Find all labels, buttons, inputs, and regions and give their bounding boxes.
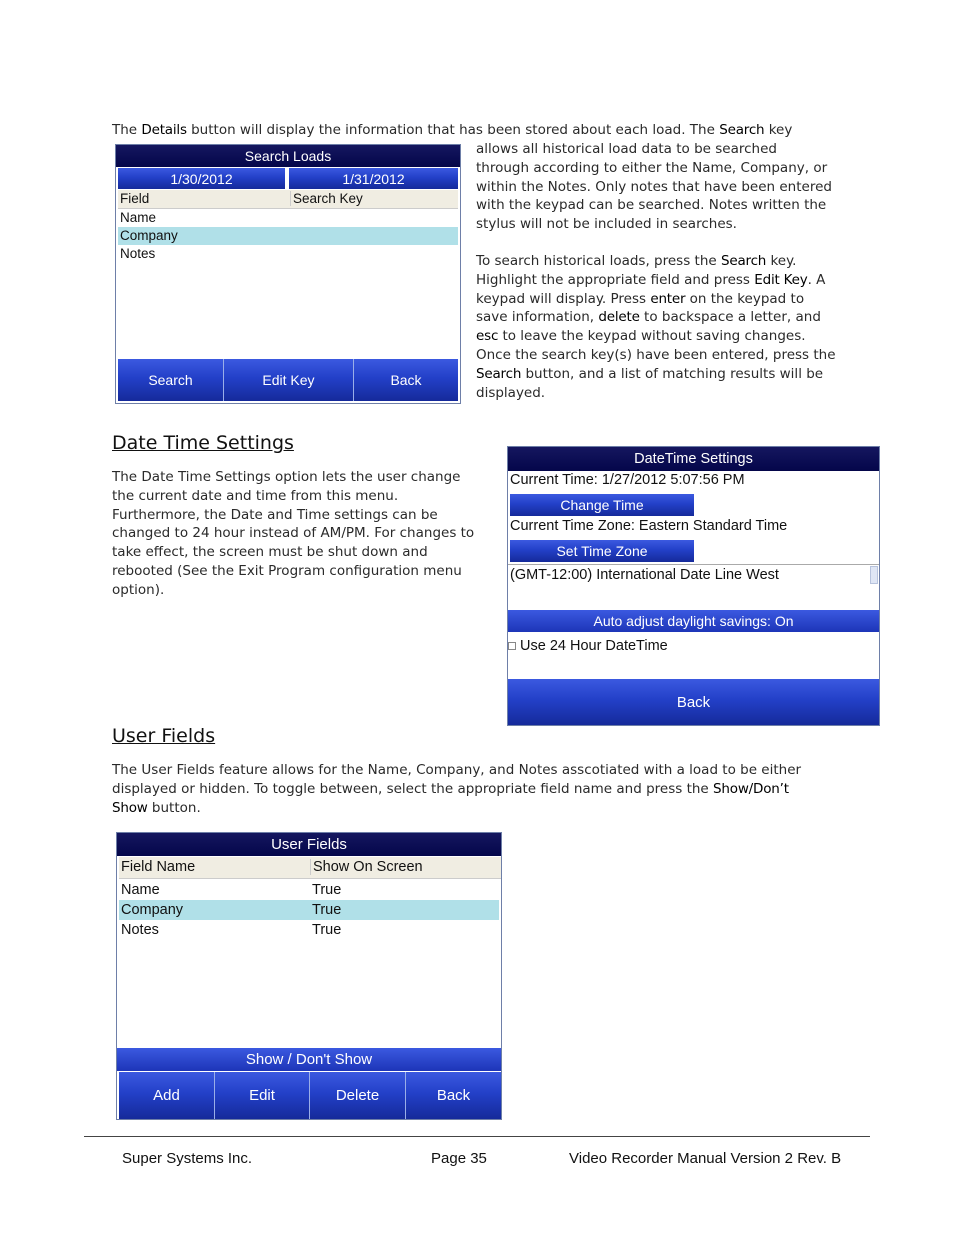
text-line: allows all historical load data to be searched (476, 141, 777, 157)
col-search-key-header: Search Key (290, 191, 363, 206)
text-line: take effect, the screen must be shut down and (112, 544, 428, 561)
text-line: Search button, and a list of matching results will be (476, 365, 824, 382)
text-line: through according to either the Name, Company, or (476, 159, 828, 176)
text-line: Show button. (112, 799, 201, 816)
back-button[interactable]: Back (354, 359, 458, 401)
table-row[interactable]: Company (118, 227, 458, 245)
date-from-field[interactable]: 1/30/2012 (118, 168, 287, 189)
search-description-right (476, 140, 846, 234)
footer-document-title: Video Recorder Manual Version 2 Rev. B (569, 1150, 842, 1167)
change-time-button[interactable]: Change Time (510, 494, 694, 516)
text-line: option). (112, 581, 165, 598)
col-show-on-screen-header: Show On Screen (310, 859, 423, 875)
search-loads-screen (115, 144, 461, 404)
text-line: changed to 24 hour instead of AM/PM. For changes to (112, 525, 475, 542)
text-line: within the Notes. Only notes that have been entered (476, 178, 832, 195)
text-line: with the keypad can be searched. Notes written the (476, 197, 827, 214)
table-row[interactable]: Notes True (121, 922, 342, 938)
footer-company: Super Systems Inc. (122, 1150, 253, 1167)
text-line: rebooted (See the Exit Program configuration menu (112, 562, 462, 579)
checkbox-box[interactable] (508, 642, 516, 650)
footer-page-number: Page 35 (431, 1150, 487, 1167)
set-time-zone-button[interactable]: Set Time Zone (510, 540, 694, 562)
user-fields-heading: User Fields (112, 725, 216, 747)
text-line: displayed or hidden. To toggle between, select the appropriate field name and press the Show/Don’t (112, 780, 789, 797)
current-zone-label: Current Time Zone: Eastern Standard Time (510, 518, 788, 534)
user-fields-description (112, 761, 872, 817)
text-line: keypad will display. Press enter on the keypad to (476, 290, 805, 307)
current-time-label: Current Time: 1/27/2012 5:07:56 PM (510, 472, 745, 488)
table-row[interactable]: Name (120, 210, 157, 225)
text-line: The User Fields feature allows for the Name, Company, and Notes asscotiated with a load to be either (112, 762, 802, 778)
user-fields-screen (116, 832, 502, 1120)
footer-divider (84, 1136, 870, 1137)
col-field-name-header: Field Name (121, 859, 196, 875)
search-table-header (118, 190, 458, 209)
time-zone-option[interactable]: (GMT-12:00) International Date Line West (510, 567, 779, 583)
search-button[interactable]: Search (118, 359, 224, 401)
datetime-title: DateTime Settings (508, 447, 879, 471)
back-button[interactable]: Back (508, 679, 879, 725)
col-field-header: Field (120, 191, 150, 206)
daylight-savings-toggle[interactable]: Auto adjust daylight savings: On (508, 610, 879, 632)
table-row[interactable]: Notes (120, 246, 156, 261)
text-line: To search historical loads, press the Search key. (476, 253, 797, 269)
text-line: Once the search key(s) have been entered, press the (476, 346, 836, 363)
text-line: stylus will not be included in searches. (476, 216, 737, 233)
checkbox-label: Use 24 Hour DateTime (520, 638, 668, 654)
text-line: Highlight the appropriate field and press Edit Key. A (476, 271, 826, 288)
use-24-hour-checkbox[interactable] (508, 636, 668, 656)
user-fields-title: User Fields (117, 833, 501, 856)
edit-key-button[interactable]: Edit Key (224, 359, 354, 401)
user-fields-table-header (119, 857, 501, 879)
datetime-settings-screen (507, 446, 880, 726)
search-instructions (476, 252, 846, 402)
text-line: the current date and time from this menu. (112, 487, 399, 504)
text-line: esc to leave the keypad without saving changes. (476, 328, 806, 345)
table-row[interactable]: Company True (119, 900, 499, 920)
show-dont-show-button[interactable]: Show / Don't Show (117, 1048, 501, 1071)
text-line: save information, delete to backspace a letter, and (476, 309, 821, 326)
scrollbar[interactable] (870, 566, 878, 584)
date-time-heading: Date Time Settings (112, 432, 294, 454)
add-button[interactable]: Add (119, 1072, 215, 1119)
text-line: Furthermore, the Date and Time settings can be (112, 506, 438, 523)
edit-button[interactable]: Edit (215, 1072, 310, 1119)
delete-button[interactable]: Delete (310, 1072, 406, 1119)
back-button[interactable]: Back (406, 1072, 501, 1119)
date-time-description (112, 468, 492, 600)
time-zone-list[interactable] (508, 564, 879, 606)
date-to-field[interactable]: 1/31/2012 (289, 168, 458, 189)
text-line: displayed. (476, 384, 546, 401)
intro-line: The Details button will display the information that has been stored about each load. The Search key (112, 122, 793, 138)
text-line: The Date Time Settings option lets the user change (112, 469, 461, 485)
search-loads-title: Search Loads (116, 145, 460, 167)
table-row[interactable]: Name True (121, 882, 342, 898)
